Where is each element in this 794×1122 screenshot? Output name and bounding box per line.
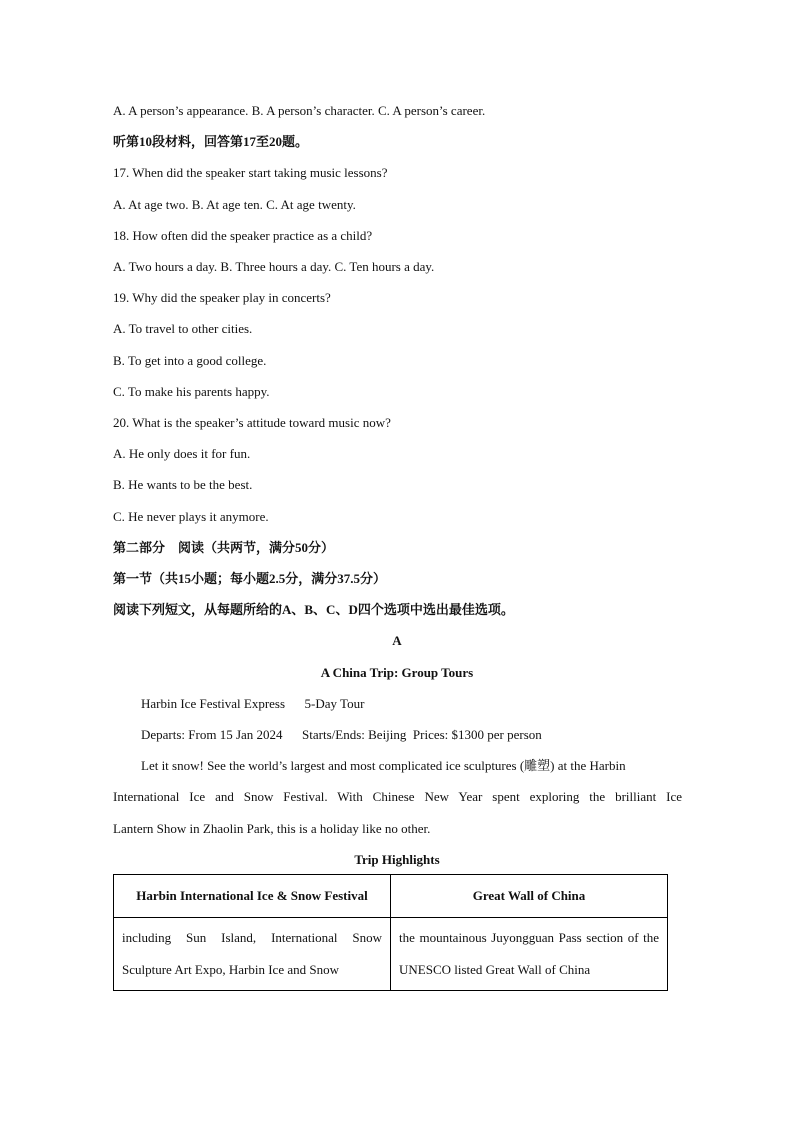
q17-stem: 17. When did the speaker start taking music lessons? bbox=[113, 165, 388, 180]
q19-stem: 19. Why did the speaker play in concerts? bbox=[113, 290, 331, 305]
q20-option-b: B. He wants to be the best. bbox=[113, 477, 253, 492]
q18-stem: 18. How often did the speaker practice as a child? bbox=[113, 228, 373, 243]
q18-options: A. Two hours a day. B. Three hours a day. C. Ten hours a day. bbox=[113, 259, 435, 274]
passage-paragraph-line-1: Let it snow! See the world’s largest and most complicated ice sculptures (雕塑) at the Harbin bbox=[141, 758, 626, 773]
tour-line: Harbin Ice Festival Express 5-Day Tour bbox=[141, 696, 365, 711]
part2-heading: 第二部分 阅读（共两节，满分50分） bbox=[113, 540, 335, 555]
passage-paragraph-line-3: Lantern Show in Zhaolin Park, this is a holiday like no other. bbox=[113, 821, 431, 836]
q19-option-a: A. To travel to other cities. bbox=[113, 321, 253, 336]
reading-instruction: 阅读下列短文，从每题所给的A、B、C、D四个选项中选出最佳选项。 bbox=[113, 602, 514, 617]
q17-options: A. At age two. B. At age ten. C. At age twenty. bbox=[113, 197, 356, 212]
q20-stem: 20. What is the speaker’s attitude toward music now? bbox=[113, 415, 391, 430]
q20-option-a: A. He only does it for fun. bbox=[113, 446, 251, 461]
q16-options: A. A person’s appearance. B. A person’s character. C. A person’s career. bbox=[113, 103, 486, 118]
table-header-great-wall: Great Wall of China bbox=[391, 875, 668, 918]
passage-paragraph-line-2: International Ice and Snow Festival. With Chinese New Year spent exploring the brilliant Ice bbox=[113, 789, 682, 804]
trip-highlights-table bbox=[113, 874, 668, 991]
passage-title: A China Trip: Group Tours bbox=[320, 665, 474, 680]
q19-option-b: B. To get into a good college. bbox=[113, 353, 267, 368]
table-header-row bbox=[114, 875, 668, 918]
section10-instruction: 听第10段材料，回答第17至20题。 bbox=[113, 134, 309, 149]
table-cell-harbin: including Sun Island, International Snow Sculpture Art Expo, Harbin Ice and Snow bbox=[114, 918, 391, 991]
section1-heading: 第一节（共15小题；每小题2.5分，满分37.5分） bbox=[113, 571, 387, 586]
table-cell-great-wall: the mountainous Juyongguan Pass section of the UNESCO listed Great Wall of China bbox=[391, 918, 668, 991]
q19-option-c: C. To make his parents happy. bbox=[113, 384, 270, 399]
highlights-title: Trip Highlights bbox=[354, 852, 440, 867]
table-row bbox=[114, 918, 668, 991]
table-header-harbin: Harbin International Ice & Snow Festival bbox=[114, 875, 391, 918]
passage-letter: A bbox=[392, 633, 402, 648]
departs-line: Departs: From 15 Jan 2024 Starts/Ends: Beijing Prices: $1300 per person bbox=[141, 727, 542, 742]
q20-option-c: C. He never plays it anymore. bbox=[113, 509, 269, 524]
